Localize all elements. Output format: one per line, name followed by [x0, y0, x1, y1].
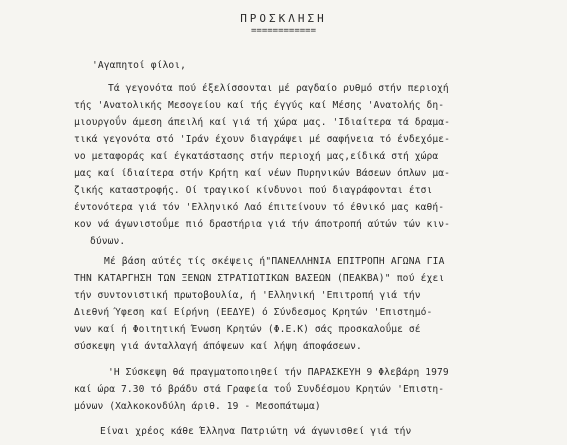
paragraph-1-line: δύνων. — [90, 236, 126, 247]
title-underline: ============ — [250, 26, 317, 36]
paragraph-1-line: κον νά άγωνιστοΰμε πιό δραστήρια γιά τήν άποτροπή αύτών τών κιν- — [74, 219, 451, 230]
paragraph-2-line: ΤΗΝ ΚΑΤΑΡΓΗΣΗ ΤΩΝ ΞΕΝΩΝ ΣΤΡΑΤΙΩΤΙΚΩΝ ΒΑΣΕΩΝ (ΠΕΑΚΒΑ)" πού έχει — [74, 273, 445, 284]
paragraph-1-line: μας καί ίδιαίτερα στήν Κρήτη καί νέων Πυρηνικών Βάσεων όπλων μα- — [74, 168, 451, 179]
paragraph-2-line: Διεθνή Ύφεση καί Είρήνη (ΕΕΔΥΕ) ό Σύνδεσμος Κρητών 'Επιστημό- — [74, 307, 433, 318]
paragraph-4-line: Είναι χρέος κάθε Έλληνα Πατριώτη νά άγωνισθεί γιά τήν — [100, 426, 412, 437]
paragraph-2-line: σύσκεψη γιά άνταλλαγή άπόψεων καί λήψη άποφάσεων. — [74, 341, 362, 352]
paragraph-1-line: ζικής καταστροφής. Οί τραγικοί κίνδυνοι πού διαγράφονται έτσι — [74, 185, 433, 196]
paragraph-1-line: έντονότερα γιά τόν 'Ελληνικό Λαό έπιτείνουν τό έθνικό μας καθή- — [74, 202, 445, 213]
paragraph-1-line: νο μεταφοράς καί έγκατάστασης στήν περιοχή μας,είδικά στή χώρα — [74, 151, 439, 162]
paragraph-3-line: 'Η Σύσκεψη θά πραγματοποιηθεί τήν ΠΑΡΑΣΚΕΥΗ 9 Φλεβάρη 1979 — [108, 367, 449, 378]
paragraph-2-line: Μέ βάση αύτές τίς σκέψεις ή"ΠΑΝΕΛΛΗΝΙΑ ΕΠΙΤΡΟΠΗ ΑΓΩΝΑ ΓΙΑ — [104, 256, 445, 267]
paragraph-1-line: τής 'Ανατολικής Μεσογείου καί τής έγγύς καί Μέσης 'Ανατολής δη- — [74, 100, 445, 111]
paragraph-1-line: τικά γεγονότα στό 'Ιράν έχουν διαγράψει μέ σαφήνεια τό ένδεχόμε- — [74, 134, 451, 145]
paragraph-1-line: μιουργοΰν άμεση άπειλή καί γιά τή χώρα μας. 'Ιδιαίτερα τά δραμα- — [74, 117, 451, 128]
paragraph-3-line: καί ώρα 7.30 τό βράδυ στά Γραφεία τοΰ Συνδέσμου Κρητών 'Επιστη- — [74, 384, 445, 395]
salutation: 'Αγαπητοί φίλοι, — [92, 60, 187, 71]
letter-title: ΠΡΟΣΚΛΗΣΗ — [240, 12, 327, 25]
paragraph-1-line: Τά γεγονότα πού έξελίσσονται μέ ραγδαίο ρυθμό στήν περιοχή — [108, 83, 449, 94]
paragraph-3-line: μόνων (Χαλκοκονδύλη άριθ. 19 - Μεσοπάτωμα) — [74, 401, 321, 412]
paragraph-2-line: τήν συντονιστική πρωτοβουλία, ή 'Ελληνική 'Επιτροπή γιά τήν — [74, 290, 421, 301]
paragraph-2-line: νων καί ή Φοιτητική Ένωση Κρητών (Φ.Ε.Κ) σάς προσκαλοΰμε σέ — [74, 324, 421, 335]
